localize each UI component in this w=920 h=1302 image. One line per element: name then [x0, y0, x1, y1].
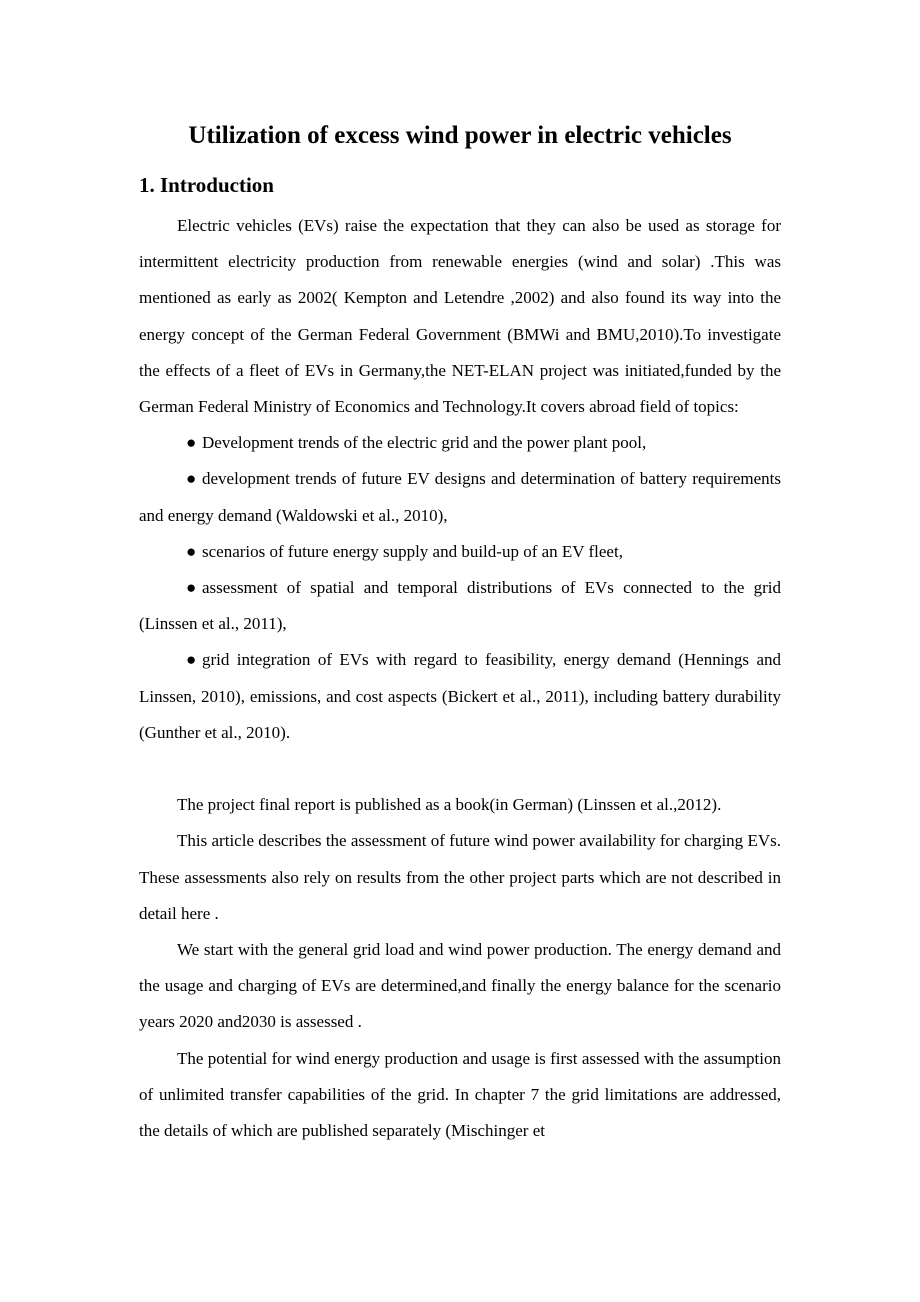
- bullet-text: development trends of future EV designs and determination of battery requirements and energy demand (Waldowski et al., 2010),: [139, 469, 781, 525]
- paragraph-spacer: [139, 751, 781, 787]
- bullet-text: scenarios of future energy supply and build-up of an EV fleet,: [202, 541, 623, 561]
- bullet-item: [139, 534, 781, 570]
- bullet-text: grid integration of EVs with regard to feasibility, energy demand (Hennings and Linssen, 2010), emissions, and cost aspects (Bickert et al., 2011), including battery durability (Gunther et al., 2010).: [139, 650, 781, 742]
- bullet-icon: ●: [186, 578, 197, 598]
- bullet-item: [139, 642, 781, 751]
- bullet-icon: ●: [186, 469, 197, 489]
- body-text: [139, 208, 781, 1149]
- body-paragraph: The potential for wind energy production and usage is first assessed with the assumption of unlimited transfer capabilities of the grid. In chapter 7 the grid limitations are addressed, the details of which are published separately (Mischinger et: [139, 1048, 781, 1141]
- body-paragraph: This article describes the assessment of future wind power availability for charging EVs. These assessments also rely on results from the other project parts which are not described in detail here .: [139, 831, 781, 923]
- bullet-text: Development trends of the electric grid and the power plant pool,: [202, 433, 647, 453]
- body-paragraph: We start with the general grid load and wind power production. The energy demand and the usage and charging of EVs are determined,and finally the energy balance for the scenario years 2020 and2030 is assessed .: [139, 940, 781, 1032]
- bullet-icon: ●: [186, 541, 197, 561]
- bullet-item: [139, 425, 781, 461]
- bullet-item: [139, 570, 781, 642]
- section-heading: 1. Introduction: [139, 173, 274, 197]
- document-title: Utilization of excess wind power in electric vehicles: [188, 122, 732, 149]
- intro-paragraph: Electric vehicles (EVs) raise the expectation that they can also be used as storage for intermittent electricity production from renewable energies (wind and solar) .This was mentioned as early as 2002( Kempton and Letendre ,2002) and also found its way into the energy concept of the German Federal Government (BMWi and BMU,2010).To investigate the effects of a fleet of EVs in Germany,the NET-ELAN project was initiated,funded by the German Federal Ministry of Economics and Technology.It covers abroad field of topics:: [139, 216, 781, 417]
- bullet-icon: ●: [186, 433, 197, 453]
- bullet-item: [139, 461, 781, 533]
- bullet-text: assessment of spatial and temporal distributions of EVs connected to the grid (Linssen et al., 2011),: [139, 578, 781, 634]
- bullet-icon: ●: [186, 650, 197, 670]
- body-paragraph: The project final report is published as a book(in German) (Linssen et al.,2012).: [177, 795, 722, 815]
